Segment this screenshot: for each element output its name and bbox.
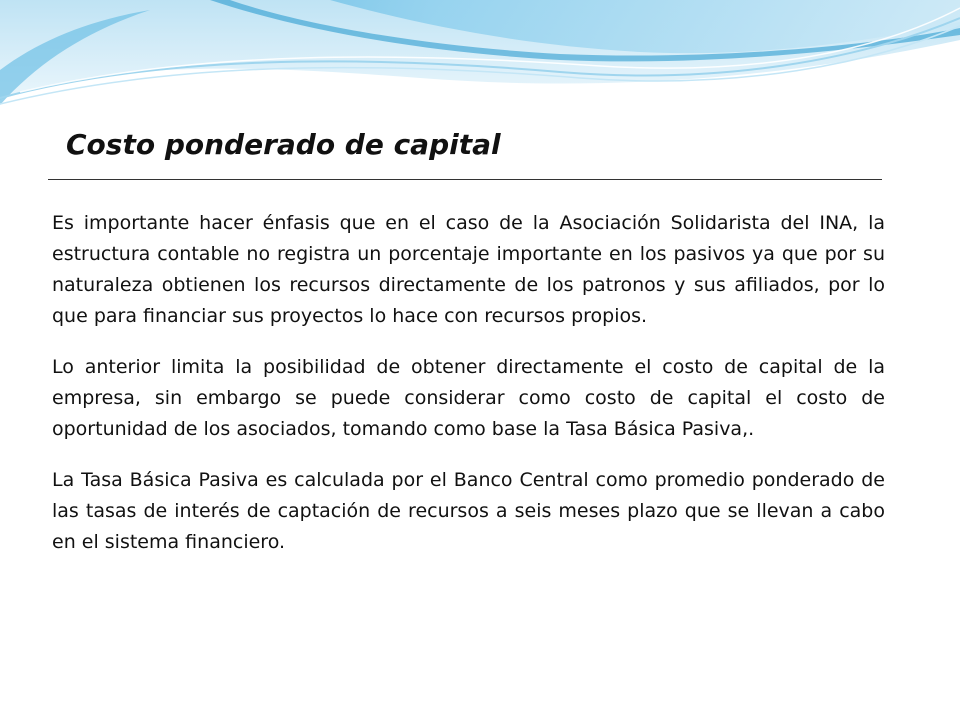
slide-body: [52, 208, 885, 558]
paragraph-2: Lo anterior limita la posibilidad de obtener directamente el costo de capital de la empresa, sin embargo se puede considerar como costo de capital el costo de oportunidad de los asociados, tomando como base la Tasa Básica Pasiva,.: [52, 356, 885, 440]
paragraph-3: La Tasa Básica Pasiva es calculada por el Banco Central como promedio ponderado de las tasas de interés de captación de recursos a seis meses plazo que se llevan a cabo en el sistema financiero.: [52, 469, 885, 553]
title-divider: [48, 179, 882, 180]
slide-title: Costo ponderado de capital: [66, 128, 501, 161]
header-wave-decoration: [0, 0, 960, 130]
paragraph-1: Es importante hacer énfasis que en el caso de la Asociación Solidarista del INA, la estructura contable no registra un porcentaje importante en los pasivos ya que por su naturaleza obtienen los recursos directamente de los patronos y sus afiliados, por lo que para financiar sus proyectos lo hace con recursos propios.: [52, 212, 885, 327]
